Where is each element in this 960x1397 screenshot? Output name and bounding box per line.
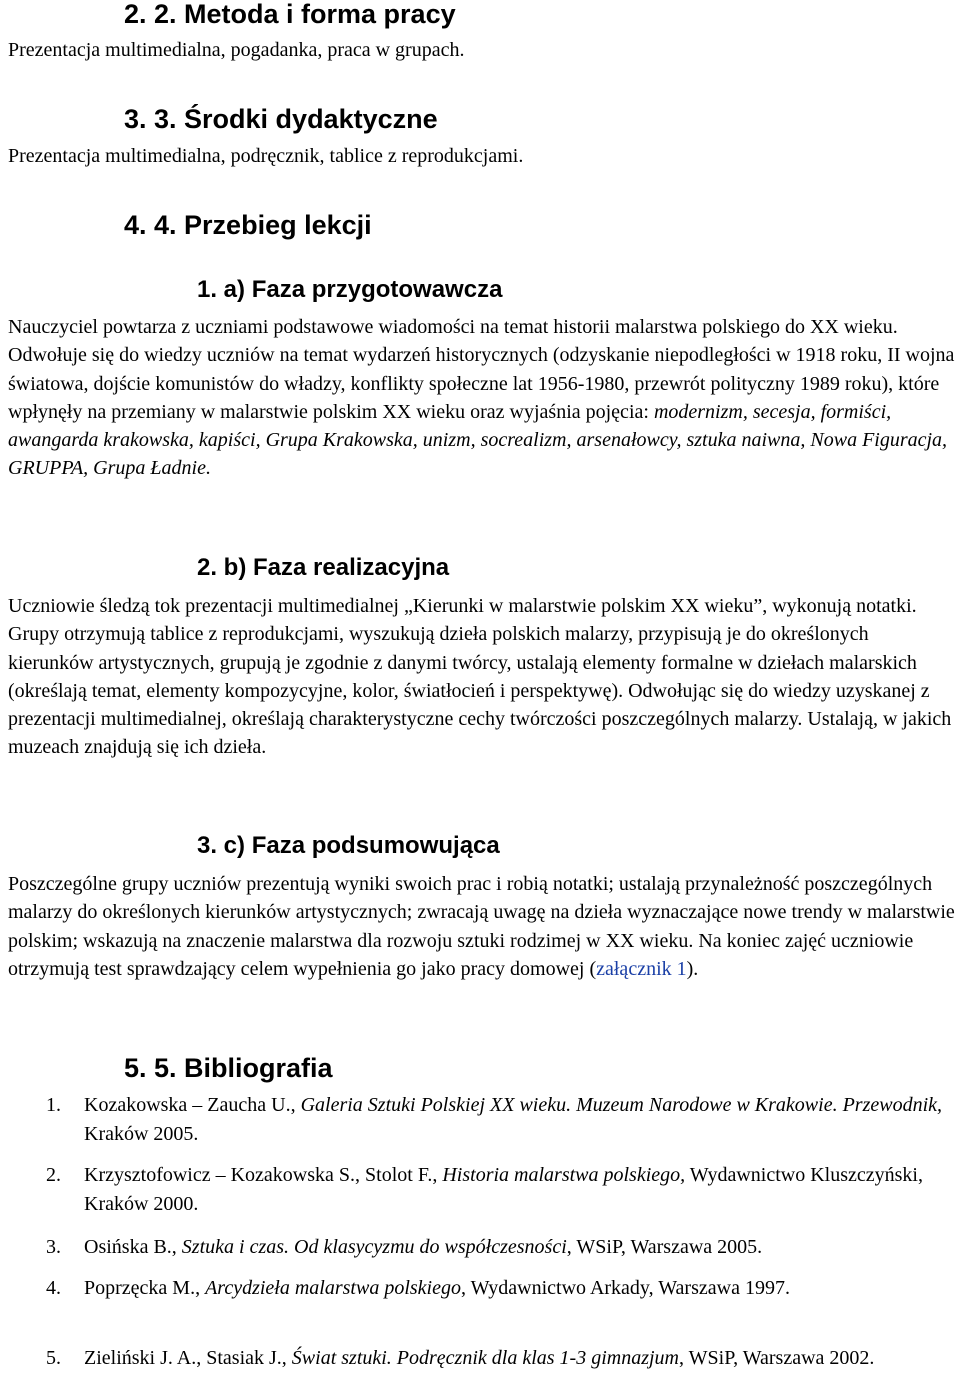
bibliography-title: Świat sztuki. Podręcznik dla klas 1-3 gimnazjum — [291, 1347, 679, 1369]
bibliography-item-text — [84, 1344, 954, 1373]
bibliography-title: Galeria Sztuki Polskiej XX wieku. Muzeum Narodowe w Krakowie. Przewodnik, — [300, 1094, 942, 1116]
srodki-text: Prezentacja multimedialna, podręcznik, tablice z reprodukcjami. — [8, 145, 524, 167]
faza-c-text-main: Poszczególne grupy uczniów prezentują wyniki swoich prac i robią notatki; ustalają przynależność poszczególnych malarzy do określonych kierunków artystycznych; zwracają uwagę na dzieła wyznaczające nowe trendy w malarstwie polskim; wskazują na znaczenie malarstwa dla rozwoju sztuki rodzimej w XX wieku. Na koniec zajęć uczniowie otrzymują test sprawdzający celem wypełnienia go jako pracy domowej ( — [8, 873, 955, 980]
heading-srodki: 3. 3. Środki dydaktyczne — [124, 104, 438, 134]
bibliography-publisher: , Wydawnictwo Arkady, Warszawa 1997. — [460, 1277, 790, 1299]
bibliography-publisher: , WSiP, Warszawa 2005. — [566, 1236, 763, 1258]
faza-a-text-part2: Odwołuje się do wiedzy uczniów na temat wydarzeń historycznych (odzyskanie niepodległości w 1918 roku, II wojna światowa, dojście komunistów do władzy, konflikty społeczne lat 1956-1980, przewrót polityczny 1989 roku), które wpłynęły na przemiany w malarstwie polskim XX wieku oraz wyjaśnia pojęcia: — [8, 344, 955, 423]
bibliography-author: Osińska B., — [84, 1236, 182, 1258]
heading-faza-a: 1. a) Faza przygotowawcza — [197, 276, 503, 303]
heading-faza-b: 2. b) Faza realizacyjna — [197, 554, 450, 581]
faza-c-text-end: ). — [686, 957, 699, 980]
heading-bibliografia: 5. 5. Bibliografia — [124, 1053, 333, 1083]
bibliography-item-number: 4. — [46, 1277, 61, 1299]
faza-a-text-part1: Nauczyciel powtarza z uczniami podstawowe wiadomości na temat historii malarstwa polskiego do XX wieku. — [8, 316, 898, 338]
bibliography-item-text — [84, 1233, 954, 1262]
bibliography-publisher: Kraków 2005. — [84, 1122, 199, 1145]
bibliography-author: Kozakowska – Zaucha U., — [84, 1094, 301, 1116]
bibliography-publisher: , WSiP, Warszawa 2002. — [679, 1347, 875, 1369]
heading-przebieg: 4. 4. Przebieg lekcji — [124, 210, 372, 240]
bibliography-item-number: 2. — [46, 1164, 61, 1186]
bibliography-author: Krzysztofowicz – Kozakowska S., Stolot F., — [84, 1164, 443, 1186]
bibliography-item-text — [84, 1274, 954, 1303]
faza-a-text — [8, 313, 958, 483]
bibliography-title: Historia malarstwa polskiego, — [442, 1164, 686, 1186]
faza-c-text — [8, 870, 958, 983]
faza-b-text: Uczniowie śledzą tok prezentacji multimedialnej „Kierunki w malarstwie polskim XX wieku”, wykonują notatki. Grupy otrzymują tablice z reprodukcjami, wyszukują dzieła polskich malarzy, przypisują je do określonych kierunków artystycznych, grupują je zgodnie z danymi twórcy, ustalają elementy formalne w dziełach malarskich (określają temat, elementy kompozycyjne, kolor, światłocień i perspektywę). Odwołując się do wiedzy uzyskanej z prezentacji multimedialnej, określają charakterystyczne cechy twórczości poszczególnych malarzy. Ustalają, w jakich muzeach znajdują się ich dzieła. — [8, 595, 952, 759]
metoda-text: Prezentacja multimedialna, pogadanka, praca w grupach. — [8, 39, 465, 61]
heading-faza-c: 3. c) Faza podsumowująca — [197, 832, 500, 859]
attachment-link[interactable]: załącznik 1 — [596, 957, 687, 980]
faza-a-terms: modernizm, secesja, formiści, awangarda krakowska, kapiści, Grupa Krakowska, unizm, socrealizm, arsenałowcy, sztuka naiwna, Nowa Figuracja, GRUPPA, Grupa Ładnie. — [8, 400, 948, 480]
bibliography-publisher: Wydawnictwo Kluszczyński, Kraków 2000. — [84, 1164, 923, 1215]
bibliography-item-number: 5. — [46, 1347, 61, 1369]
bibliography-title: Sztuka i czas. Od klasycyzmu do współczesności — [181, 1236, 567, 1258]
bibliography-title: Arcydzieła malarstwa polskiego — [205, 1277, 461, 1299]
heading-metoda: 2. 2. Metoda i forma pracy — [124, 0, 456, 29]
bibliography-item-text — [84, 1091, 954, 1148]
bibliography-author: Zieliński J. A., Stasiak J., — [84, 1347, 292, 1369]
bibliography-item-text — [84, 1161, 954, 1218]
bibliography-author: Poprzęcka M., — [84, 1277, 206, 1299]
bibliography-item-number: 1. — [46, 1094, 61, 1116]
bibliography-item-number: 3. — [46, 1236, 61, 1258]
